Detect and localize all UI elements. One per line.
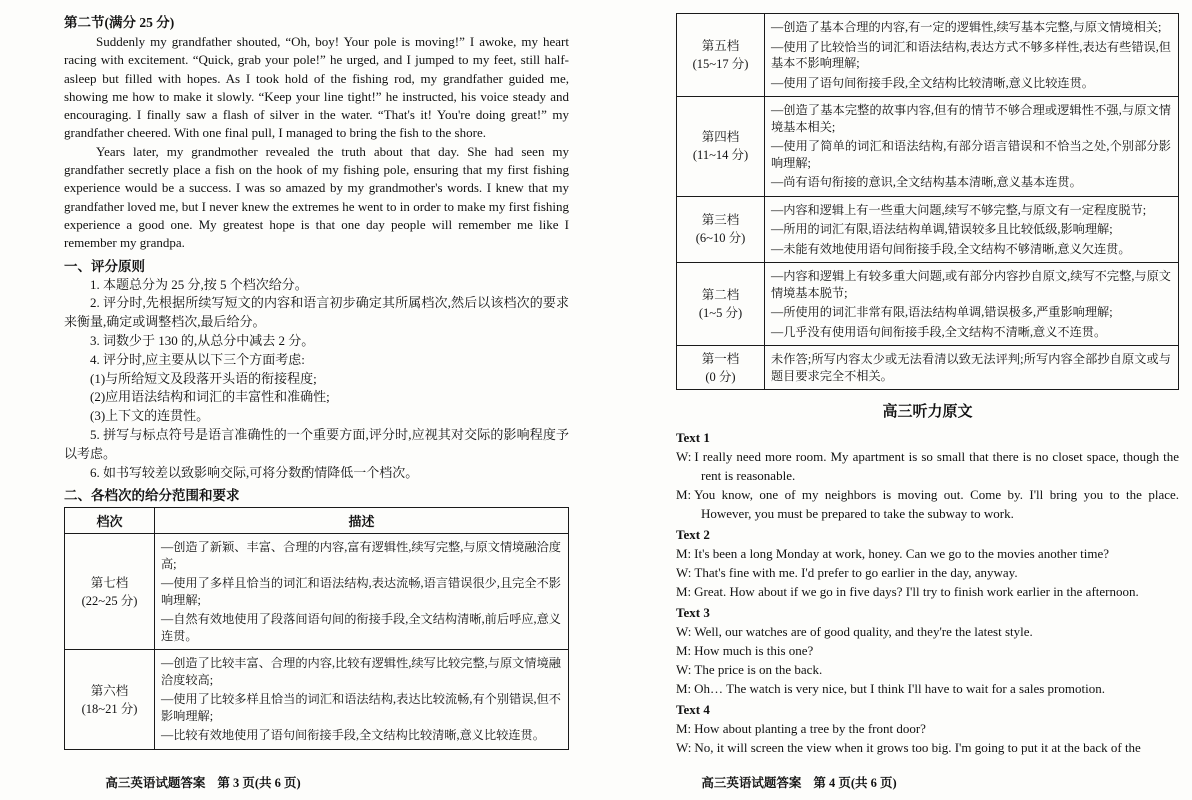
band-point: —内容和逻辑上有较多重大问题,或有部分内容抄自原文,续写不完整,与原文情境基本脱节; [771, 269, 1171, 300]
dialogue-line [676, 738, 1179, 757]
principle-item: 4. 评分时,应主要从以下三个方面考虑: [90, 351, 305, 367]
table-header-band: 档次 [65, 508, 155, 534]
speaker-label: M: [676, 681, 692, 696]
page-footer [0, 773, 501, 791]
band-point: —比较有效地使用了语句间衔接手段,全文结构比较清晰,意义比较连贯。 [161, 728, 545, 743]
listening-text-1 [676, 428, 1179, 523]
band-point: —使用了多样且恰当的词汇和语法结构,表达流畅,语言错误很少,且完全不影响理解; [161, 576, 561, 607]
band-score: (15~17 分) [692, 57, 749, 71]
dialogue-text: I really need more room. My apartment is so small that there is no closet space, though the rent is reasonable. [694, 449, 1179, 483]
band-row-7 [65, 534, 569, 650]
page-4-content [596, 0, 1192, 757]
band-point: —创造了基本完整的故事内容,但有的情节不够合理或逻辑性不强,与原文情境基本相关; [771, 103, 1171, 134]
dialogue-line [676, 582, 1179, 601]
band-point: —使用了语句间衔接手段,全文结构比较清晰,意义比较连贯。 [771, 75, 1094, 90]
footer-page-number: 第 3 页(共 6 页) [217, 776, 301, 790]
band-score: (1~5 分) [698, 306, 743, 320]
band-point: —所用的词汇有限,语法结构单调,错误较多且比较低级,影响理解; [771, 222, 1113, 236]
listening-text-4 [676, 700, 1179, 757]
speaker-label: M: [676, 643, 692, 658]
story-paragraph-2: Years later, my grandmother revealed the truth about that day. She had seen my grandfather secretly place a fish on the hook of my fishing pole, ensuring that my first fishing experience would be a success. I was so amazed by my grandmother's words. I knew that my grandfather loved me, but I never knew the extremes he went to in order to make my first fishing experience a good one. My greatest hope is that one day people will remember me like I remember my grandpa. [64, 143, 569, 251]
band-score: (0 分) [705, 369, 736, 384]
speaker-label: M: [676, 487, 692, 502]
band-score: (6~10 分) [695, 231, 746, 246]
band-score: (22~25 分) [81, 593, 138, 608]
speaker-label: M: [676, 546, 692, 561]
principle-item: 2. 评分时,先根据所续写短文的内容和语言初步确定其所属档次,然后以该档次的要求来衡量,确定或调整档次,最后给分。 [64, 295, 569, 330]
page-4 [596, 0, 1192, 800]
dialogue-text: Oh… The watch is very nice, but I think I'll have to wait for a sales promotion. [694, 681, 1105, 696]
footer-page-number: 第 4 页(共 6 页) [813, 776, 897, 790]
footer-title: 高三英语试题答案 [701, 776, 802, 790]
band-score: (18~21 分) [81, 701, 138, 716]
dialogue-line [676, 622, 1179, 641]
text-label: Text 3 [676, 605, 710, 620]
band-name: 第二档 [701, 288, 740, 302]
footer-title: 高三英语试题答案 [105, 776, 206, 790]
speaker-label: W: [676, 624, 692, 639]
band-point: —尚有语句衔接的意识,全文结构基本清晰,意义基本连贯。 [771, 175, 1082, 189]
table-header-description: 描述 [155, 508, 569, 534]
band-point: —几乎没有使用语句间衔接手段,全文结构不清晰,意义不连贯。 [771, 324, 1107, 339]
principle-subitem: (2)应用语法结构和词汇的丰富性和准确性; [90, 389, 330, 405]
dialogue-text: That's fine with me. I'd prefer to go earlier in the day, anyway. [694, 565, 1018, 580]
speaker-label: M: [676, 584, 692, 599]
listening-script-title: 高三听力原文 [882, 404, 973, 420]
band-name: 第五档 [701, 39, 740, 53]
dialogue-text: How about planting a tree by the front door? [694, 721, 926, 736]
band-score: (11~14 分) [692, 148, 749, 163]
page-3-content [0, 0, 596, 750]
listening-text-2 [676, 525, 1179, 601]
band-point: —使用了比较多样且恰当的词汇和语法结构,表达比较流畅,有个别错误,但不影响理解; [161, 692, 561, 723]
dialogue-text: The price is on the back. [694, 662, 823, 677]
listening-text-3 [676, 603, 1179, 698]
band-point: —使用了比较恰当的词汇和语法结构,表达方式不够多样性,表达有些错误,但基本不影响理解; [771, 39, 1171, 70]
dialogue-line [676, 544, 1179, 563]
band-point: —使用了简单的词汇和语法结构,有部分语言错误和不恰当之处,个别部分影响理解; [771, 139, 1171, 170]
section-title: 第二节(满分 25 分) [64, 15, 175, 30]
band-point: —所使用的词汇非常有限,语法结构单调,错误极多,严重影响理解; [771, 305, 1113, 319]
principles-title: 一、评分原则 [64, 258, 145, 274]
principle-subitem: (3)上下文的连贯性。 [90, 408, 210, 424]
text-label: Text 4 [676, 702, 710, 717]
principle-item: 1. 本题总分为 25 分,按 5 个档次给分。 [90, 276, 308, 292]
principle-item: 6. 如书写较差以致影响交际,可将分数酌情降低一个档次。 [90, 464, 419, 480]
band-table-page3 [64, 507, 569, 750]
band-row-5 [677, 14, 1179, 97]
text-label: Text 2 [676, 527, 710, 542]
band-row-4 [677, 97, 1179, 197]
band-row-3 [677, 196, 1179, 263]
dialogue-text: It's been a long Monday at work, honey. Can we go to the movies another time? [694, 546, 1110, 561]
story-paragraph-1: Suddenly my grandfather shouted, “Oh, boy! Your pole is moving!” I awoke, my heart racing with excitement. “Quick, grab your pole!” he urged, and I jumped to my feet, still half-asleep but filled with hopes. As I took hold of the fishing rod, my grandfather guided me, showing me how to make it slowly. “Keep your line tight!” he instructed, his voice steady and encouraging. I finally saw a flash of silver in the water. “That's it! You're doing great!” my grandfather cheered. With one final pull, I managed to bring the fish to the shore. [64, 34, 569, 141]
band-point: —内容和逻辑上有一些重大问题,续写不够完整,与原文有一定程度脱节; [771, 202, 1147, 217]
dialogue-line [676, 447, 1179, 485]
band-point: —未能有效地使用语句间衔接手段,全文结构不够清晰,意义欠连贯。 [771, 241, 1131, 256]
band-name: 第四档 [701, 130, 740, 145]
band-point: —创造了基本合理的内容,有一定的逻辑性,续写基本完整,与原文情境相关; [771, 20, 1162, 34]
principle-item: 5. 拼写与标点符号是语言准确性的一个重要方面,评分时,应视其对交际的影响程度予以考虑。 [64, 426, 569, 461]
speaker-label: W: [676, 662, 692, 677]
band-table-page4 [676, 13, 1179, 390]
dialogue-line [676, 719, 1179, 738]
dialogue-text: Great. How about if we go in five days? I'll try to finish work earlier in the afternoon. [694, 584, 1139, 599]
page-footer [501, 773, 1097, 791]
speaker-label: W: [676, 449, 692, 464]
band-table-header-row [65, 508, 569, 534]
principle-subitem: (1)与所给短文及段落开头语的衔接程度; [90, 370, 317, 386]
band-row-1 [677, 346, 1179, 390]
dialogue-text: No, it will screen the view when it grows too big. I'm going to put it at the back of the [694, 740, 1141, 755]
band-name: 第六档 [90, 683, 129, 698]
band-table-title: 二、各档次的给分范围和要求 [64, 488, 240, 504]
band-name: 第七档 [90, 575, 129, 590]
band-name: 第三档 [701, 213, 740, 228]
band-row-2 [677, 263, 1179, 346]
speaker-label: M: [676, 721, 692, 736]
band-point: —创造了新颖、丰富、合理的内容,富有逻辑性,续写完整,与原文情境融洽度高; [161, 540, 561, 571]
band-point: —自然有效地使用了段落间语句间的衔接手段,全文结构清晰,前后呼应,意义连贯。 [161, 612, 561, 643]
dialogue-line [676, 679, 1179, 698]
band-point: —创造了比较丰富、合理的内容,比较有逻辑性,续写比较完整,与原文情境融洽度较高; [161, 656, 561, 687]
dialogue-text: Well, our watches are of good quality, and they're the latest style. [694, 624, 1033, 639]
band-row-6 [65, 650, 569, 750]
speaker-label: W: [676, 740, 692, 755]
dialogue-text: You know, one of my neighbors is moving out. Come by. I'll bring you to the place. However, you must be prepared to take the subway to work. [694, 487, 1179, 521]
dialogue-line [676, 563, 1179, 582]
principle-item: 3. 词数少于 130 的,从总分中减去 2 分。 [90, 332, 315, 348]
dialogue-line [676, 660, 1179, 679]
dialogue-text: How much is this one? [694, 643, 814, 658]
speaker-label: W: [676, 565, 692, 580]
text-label: Text 1 [676, 430, 710, 445]
dialogue-line [676, 641, 1179, 660]
band-point: 未作答;所写内容太少或无法看清以致无法评判;所写内容全部抄自原文或与题目要求完全不相关。 [771, 352, 1171, 383]
dialogue-line [676, 485, 1179, 523]
band-name: 第一档 [701, 351, 740, 366]
